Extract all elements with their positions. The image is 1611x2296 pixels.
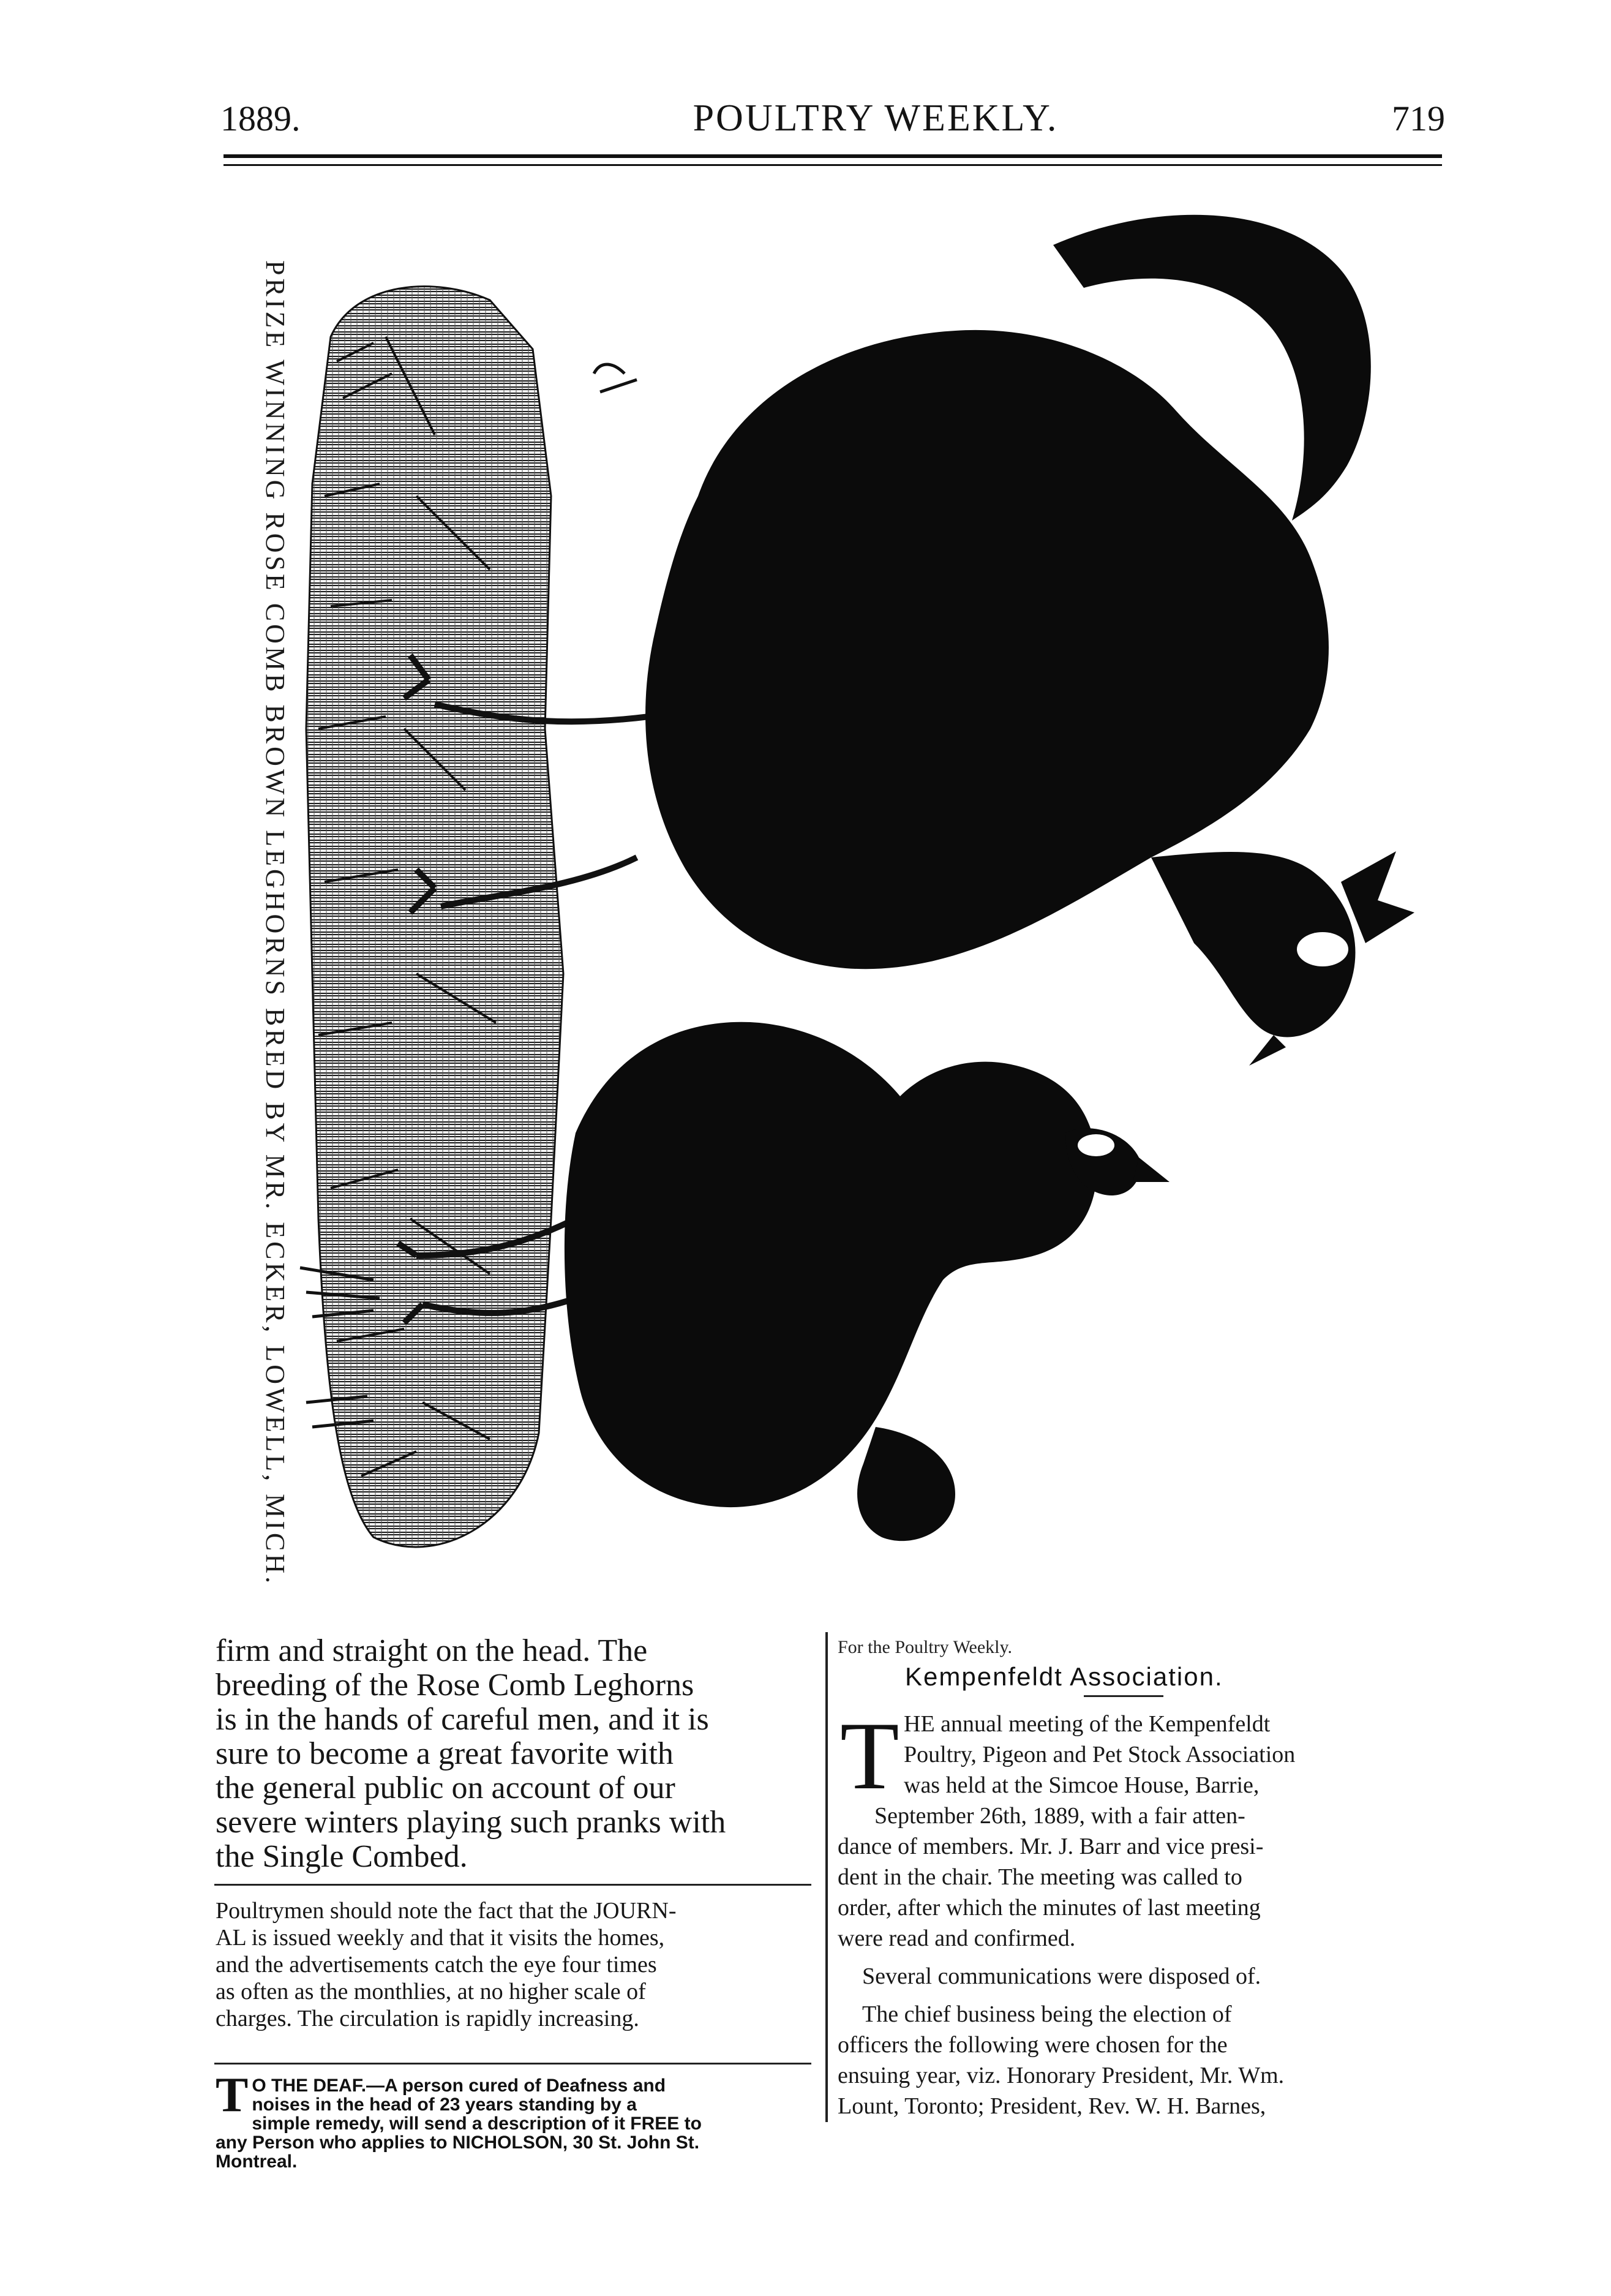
hen-silhouette [565,1022,1170,1541]
leghorn-illustration [233,178,1445,1605]
deafness-advertisement [216,2068,808,2172]
lead-line: the general public on account of our [216,1771,675,1805]
title-rule [1084,1695,1163,1697]
ad-line: O THE DEAF.—A person cured of Deafness and [252,2076,666,2096]
lead-line: is in the hands of careful men, and it is [216,1702,709,1737]
lead-line: sure to become a great favorite with [216,1736,674,1771]
article-line: order, after which the minutes of last meeting [838,1895,1261,1921]
drop-cap: T [840,1703,899,1810]
section-rule [214,2063,811,2065]
illustration-caption: PRIZE WINNING ROSE COMB BROWN LEGHORNS BRED BY MR. ECKER, LOWELL, MICH. [260,260,290,1587]
header-rule-thick [223,154,1442,158]
ad-initial: T [216,2068,249,2122]
article-line: Lount, Toronto; President, Rev. W. H. Barnes, [838,2093,1266,2119]
article-line: officers the following were chosen for the [838,2032,1228,2058]
article-line: Poultry, Pigeon and Pet Stock Association [904,1742,1296,1767]
ad-line: any Person who applies to NICHOLSON, 30 St. John St. [216,2132,700,2153]
rooster-silhouette [645,215,1414,1066]
article-line: The chief business being the election of [862,2001,1232,2027]
header-year: 1889. [220,99,301,138]
article-line: was held at the Simcoe House, Barrie, [904,1772,1260,1798]
note-line: as often as the monthlies, at no higher scale of [216,1979,646,2004]
note-line: charges. The circulation is rapidly increasing. [216,2006,639,2031]
ad-line: noises in the head of 23 years standing by a [252,2095,637,2115]
hen-earlobe [1078,1134,1114,1156]
article-line: Several communications were disposed of. [862,1963,1261,1989]
publication-title: POULTRY WEEKLY. [693,97,1059,139]
journal-note [216,1897,808,2032]
article-line: dance of members. Mr. J. Barr and vice presi- [838,1834,1264,1859]
article-line: HE annual meeting of the Kempenfeldt [904,1711,1271,1737]
header-rule-thin [223,164,1442,166]
article-body [838,1703,1433,2121]
lead-line: breeding of the Rose Comb Leghorns [216,1668,694,1703]
ad-line: simple remedy, will send a description of it FREE to [252,2113,702,2134]
lead-line: firm and straight on the head. The [216,1633,648,1668]
article-line: ensuing year, viz. Honorary President, Mr. Wm. [838,2063,1285,2088]
rooster-earlobe [1297,932,1348,966]
lead-paragraph [216,1634,808,1874]
article-title: Kempenfeldt Association. [905,1662,1223,1691]
note-line: AL is issued weekly and that it visits the homes, [216,1925,665,1951]
page-number: 719 [1392,99,1445,138]
column-divider [825,1632,828,2122]
note-line: and the advertisements catch the eye four times [216,1952,657,1978]
article-line: were read and confirmed. [838,1925,1076,1951]
article-line: dent in the chair. The meeting was called to [838,1864,1242,1890]
article-line: September 26th, 1889, with a fair atten- [874,1803,1245,1829]
lead-line: severe winters playing such pranks with [216,1805,726,1840]
note-line: Poultrymen should note the fact that the JOURN- [216,1898,677,1924]
article-byline: For the Poultry Weekly. [838,1637,1013,1657]
section-rule [214,1884,811,1886]
lead-line: the Single Combed. [216,1839,468,1874]
ad-line: Montreal. [216,2151,298,2172]
page-header [220,98,1445,141]
